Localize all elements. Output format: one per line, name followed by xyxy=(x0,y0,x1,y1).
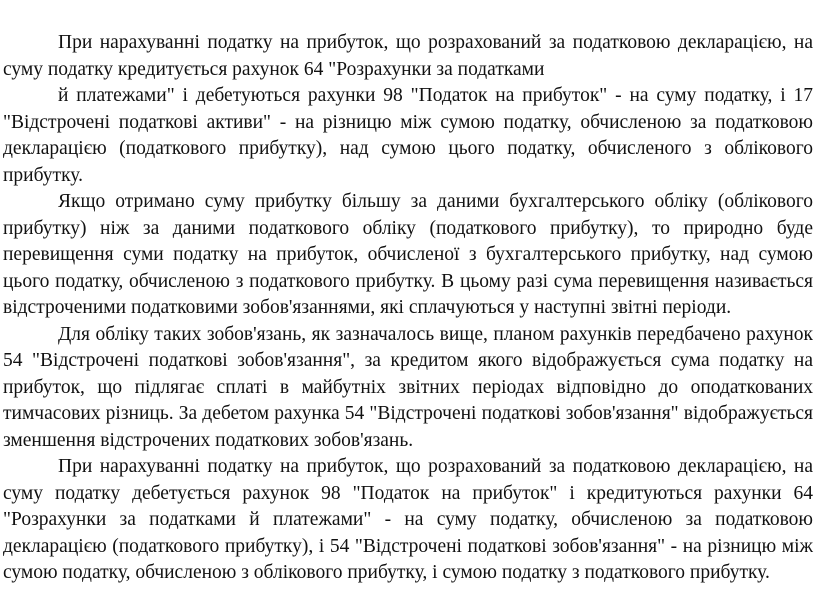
paragraph-1-tail: й платежами" і дебетуються рахунки 98 "Податок на прибуток" - на суму податку, і 17 "Відстрочені податкові активи" - на різницю між сумою податку, обчисленою за податковою декларацією (податкового прибутку), над сумою цього податку, обчисленого з облікового прибутку. xyxy=(3,85,813,186)
paragraph-3: Для обліку таких зобов'язань, як зазначалось вище, планом рахунків передбачено рахунок 54 "Відстрочені податкові зобов'язання", за кредитом якого відображується сума податку на прибуток, що підлягає сплаті в майбутніх звітних періодах відповідно до оподаткованих тимчасових різниць. За дебетом рахунка 54 "Відстрочені податкові зобов'язання" відображується зменшення відстрочених податкових зобов'язань. xyxy=(3,323,813,451)
paragraph-2: Якщо отримано суму прибутку більшу за даними бухгалтерського обліку (облікового прибутку) ніж за даними податкового обліку (податкового прибутку), то природно буде перевищення суми податку на прибуток, обчисленої з бухгалтерського прибутку, над сумою цього податку, обчисленою з податкового прибутку. В цьому разі сума перевищення називається відстроченими податковими зобов'язаннями, які сплачуються у наступні звітні періоди. xyxy=(3,191,813,318)
paragraph-1 xyxy=(3,30,813,83)
paragraph-4: При нарахуванні податку на прибуток, що розрахований за податковою декларацією, на суму податку дебетується рахунок 98 "Податок на прибуток" і кредитуються рахунки 64 "Розрахунки за податками й платежами" - на суму податку, обчисленою за податковою декларацією (податкового прибутку), і 54 "Відстрочені податкові зобов'язання" - на різницю між сумою податку, обчисленою з облікового прибутку, і сумою податку з податкового прибутку. xyxy=(3,456,813,583)
paragraph-1-head: При нарахуванні податку на прибуток, що розрахований за податковою декларацією, на суму податку кредитується рахунок 64 "Розрахунки за податками xyxy=(3,32,813,80)
paragraph-1-continued xyxy=(3,83,813,189)
document-body xyxy=(3,0,813,587)
